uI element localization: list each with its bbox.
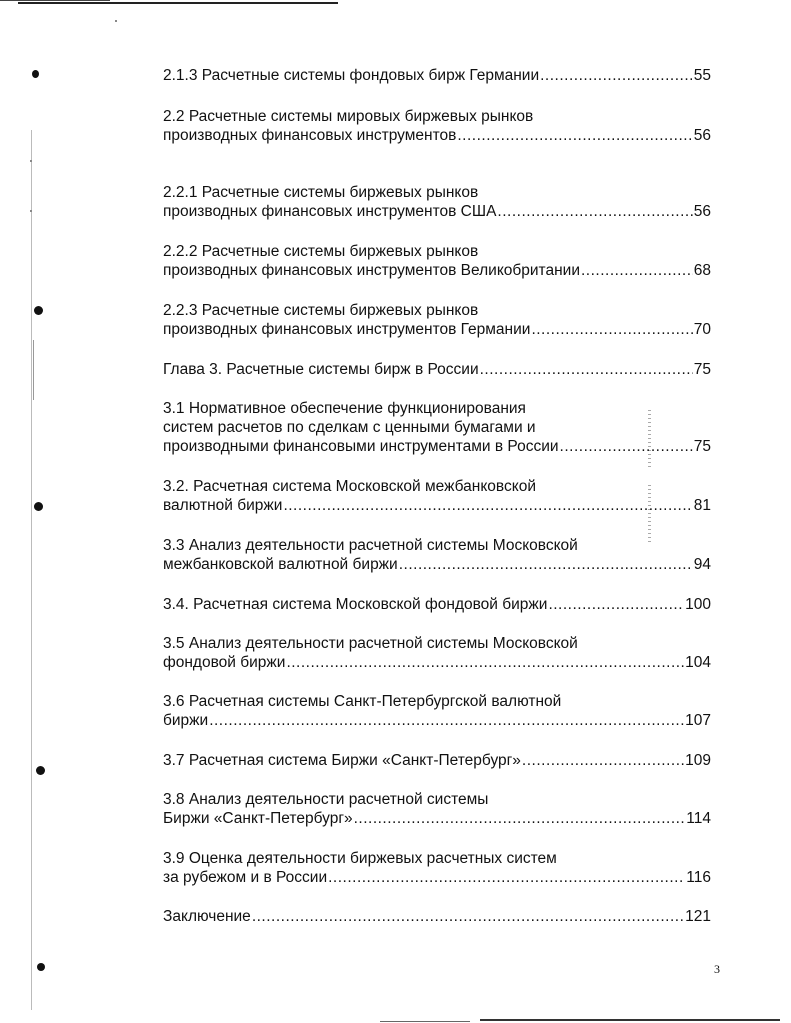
toc-entry-title: 3.1 Нормативное обеспечение функционирования xyxy=(163,400,526,417)
toc-line xyxy=(163,399,711,418)
toc-leader-dots xyxy=(252,907,684,926)
toc-entry-title: 2.2.1 Расчетные системы биржевых рынков xyxy=(163,184,479,201)
scan-edge-bottom-thin xyxy=(380,1021,470,1022)
page-number: 3 xyxy=(714,962,720,976)
toc-line xyxy=(163,477,711,496)
toc-entry-title: за рубежом и в России xyxy=(163,869,328,886)
toc-line xyxy=(163,261,711,280)
scan-edge-left xyxy=(31,130,32,1010)
toc-line xyxy=(163,751,711,770)
toc-page-number: 121 xyxy=(685,908,711,925)
toc-line xyxy=(163,126,711,145)
scan-edge-top xyxy=(18,2,338,4)
toc-entry xyxy=(163,183,711,221)
toc-page-number: 70 xyxy=(693,321,711,338)
toc-line xyxy=(163,320,711,339)
scan-speck xyxy=(30,160,32,162)
toc-entry xyxy=(163,751,711,770)
toc-line xyxy=(163,496,711,515)
toc-entry-title: 3.3 Анализ деятельности расчетной системы Московской xyxy=(163,537,578,554)
toc-line xyxy=(163,868,711,887)
toc-entry xyxy=(163,399,711,456)
toc-entry-title: Глава 3. Расчетные системы бирж в России xyxy=(163,361,479,378)
toc-entry xyxy=(163,536,711,574)
toc-entry-title: производных финансовых инструментов Великобритании xyxy=(163,262,580,279)
toc-entry-title: фондовой биржи xyxy=(163,654,286,671)
toc-entry-title: 2.2.3 Расчетные системы биржевых рынков xyxy=(163,302,479,319)
toc-entry xyxy=(163,907,711,926)
toc-leader-dots xyxy=(497,202,692,221)
toc-leader-dots xyxy=(581,261,693,280)
toc-line xyxy=(163,301,711,320)
toc-entry xyxy=(163,107,711,145)
toc-page-number: 107 xyxy=(685,712,711,729)
toc-entry xyxy=(163,360,711,379)
toc-entry-title: 3.2. Расчетная система Московской межбанковской xyxy=(163,478,536,495)
scan-edge-left-mark xyxy=(33,340,34,400)
toc-entry-title: Заключение xyxy=(163,908,251,925)
toc-entry-title: 3.9 Оценка деятельности биржевых расчетных систем xyxy=(163,850,557,867)
toc-page-number: 56 xyxy=(693,203,711,220)
toc-page-number: 56 xyxy=(693,127,711,144)
toc-line xyxy=(163,242,711,261)
toc-page-number: 94 xyxy=(693,556,711,573)
toc-page-number: 75 xyxy=(693,361,711,378)
toc-entry xyxy=(163,595,711,614)
toc-line xyxy=(163,809,711,828)
binder-hole-2 xyxy=(34,306,43,315)
scan-speck xyxy=(115,20,117,22)
toc-entry-title: 2.2 Расчетные системы мировых биржевых рынков xyxy=(163,108,534,125)
toc-leader-dots xyxy=(548,595,684,614)
toc-entry-title: Биржи «Санкт-Петербург» xyxy=(163,810,353,827)
toc-line xyxy=(163,790,711,809)
toc-entry-title: производными финансовыми инструментами в России xyxy=(163,438,559,455)
toc-entry-title: производных финансовых инструментов Германии xyxy=(163,321,531,338)
toc-entry xyxy=(163,790,711,828)
scan-edge-bottom xyxy=(480,1019,780,1021)
toc-entry xyxy=(163,242,711,280)
toc-leader-dots xyxy=(480,360,693,379)
toc-entry-title: валютной биржи xyxy=(163,497,283,514)
toc-entry xyxy=(163,692,711,730)
toc-page-number: 55 xyxy=(693,67,711,84)
toc-leader-dots xyxy=(522,751,684,770)
toc-line xyxy=(163,849,711,868)
toc-line xyxy=(163,653,711,672)
toc-entry xyxy=(163,301,711,339)
toc-page-number: 100 xyxy=(685,596,711,613)
toc-page-number: 116 xyxy=(686,869,711,886)
toc-entry-title: 3.4. Расчетная система Московской фондовой биржи xyxy=(163,596,548,613)
toc-entry-title: 3.6 Расчетная системы Санкт-Петербургской валютной xyxy=(163,693,562,710)
toc-line xyxy=(163,907,711,926)
toc-line xyxy=(163,595,711,614)
toc-leader-dots xyxy=(328,868,685,887)
toc-leader-dots xyxy=(540,66,693,85)
binder-hole-3 xyxy=(34,502,43,511)
toc-page-number: 81 xyxy=(693,497,711,514)
toc-line xyxy=(163,555,711,574)
toc-page-number: 109 xyxy=(685,752,711,769)
toc-leader-dots xyxy=(531,320,692,339)
toc-line xyxy=(163,692,711,711)
toc-leader-dots xyxy=(399,555,693,574)
toc-entry xyxy=(163,849,711,887)
binder-hole-4 xyxy=(36,766,45,775)
toc-line xyxy=(163,418,711,437)
toc-entry-title: 3.5 Анализ деятельности расчетной системы Московской xyxy=(163,635,578,652)
toc-line xyxy=(163,437,711,456)
toc-line xyxy=(163,183,711,202)
toc-leader-dots xyxy=(209,711,684,730)
toc-page-number: 75 xyxy=(693,438,711,455)
toc-line xyxy=(163,536,711,555)
toc-line xyxy=(163,66,711,85)
toc-entry-title: биржи xyxy=(163,712,209,729)
toc-entry-title: систем расчетов по сделкам с ценными бумагами и xyxy=(163,419,536,436)
binder-hole-1 xyxy=(32,70,39,78)
toc-leader-dots xyxy=(560,437,693,456)
toc-page-number: 68 xyxy=(693,262,711,279)
toc-entry-title: 2.2.2 Расчетные системы биржевых рынков xyxy=(163,243,479,260)
toc-entry xyxy=(163,477,711,515)
toc-page-number: 104 xyxy=(685,654,711,671)
toc-entry xyxy=(163,66,711,85)
toc-line xyxy=(163,107,711,126)
toc-leader-dots xyxy=(286,653,684,672)
toc-leader-dots xyxy=(457,126,692,145)
toc-entry-title: межбанковской валютной биржи xyxy=(163,556,398,573)
toc-page-number: 114 xyxy=(686,810,711,827)
toc-entry xyxy=(163,634,711,672)
binder-hole-5 xyxy=(37,963,45,971)
toc-entry-title: производных финансовых инструментов США xyxy=(163,203,497,220)
toc-line xyxy=(163,202,711,221)
toc-line xyxy=(163,634,711,653)
scan-speck xyxy=(30,210,32,212)
toc-leader-dots xyxy=(354,809,686,828)
toc-line xyxy=(163,711,711,730)
toc-entry-title: 2.1.3 Расчетные системы фондовых бирж Германии xyxy=(163,67,540,84)
toc-entry-title: 3.8 Анализ деятельности расчетной системы xyxy=(163,791,489,808)
toc-entry-title: производных финансовых инструментов xyxy=(163,127,457,144)
toc-line xyxy=(163,360,711,379)
toc-entry-title: 3.7 Расчетная система Биржи «Санкт-Петербург» xyxy=(163,752,521,769)
scan-edge-top-thin xyxy=(0,0,110,1)
toc-leader-dots xyxy=(283,496,692,515)
